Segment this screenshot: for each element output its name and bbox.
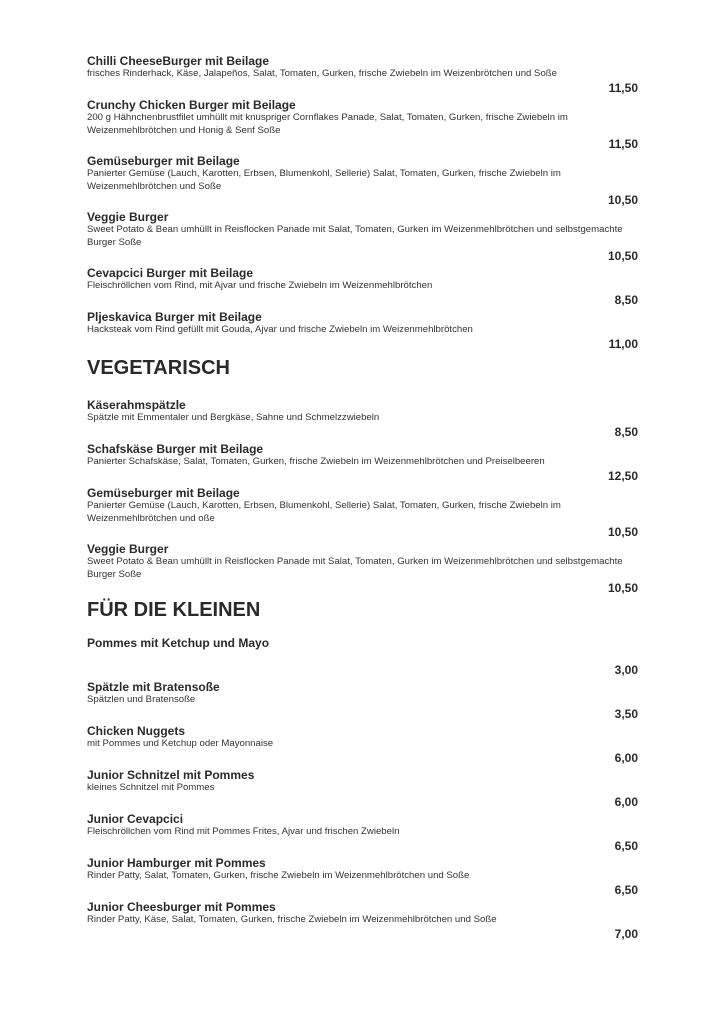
item-price: 11,50 [608, 80, 638, 95]
item-price: 11,00 [608, 336, 638, 351]
menu-item [87, 486, 638, 542]
item-name: Pljeskavica Burger mit Beilage [87, 310, 262, 324]
item-price: 3,00 [614, 662, 638, 677]
section-heading: VEGETARISCH [87, 357, 230, 379]
item-description: Spätzlen und Bratensoße [87, 694, 196, 705]
menu-item [87, 266, 638, 310]
menu-item [87, 900, 638, 944]
item-description: Sweet Potato & Bean umhüllt in Reisflocken Panade mit Salat, Tomaten, Gurken im Weizenmehlbrötchen und selbstgemachte Burger Soße [87, 224, 623, 248]
menu-item [87, 812, 638, 856]
item-name: Junior Cheesburger mit Pommes [87, 900, 276, 914]
item-description: Panierter Schafskäse, Salat, Tomaten, Gurken, frische Zwiebeln im Weizenmehlbrötchen und Preiselbeeren [87, 456, 545, 467]
item-price: 11,50 [608, 137, 638, 151]
menu-item [87, 768, 638, 812]
item-price: 6,00 [614, 794, 638, 809]
menu-item [87, 856, 638, 900]
menu-page [87, 54, 638, 944]
item-name: Junior Hamburger mit Pommes [87, 856, 266, 870]
item-description: Rinder Patty, Käse, Salat, Tomaten, Gurken, frische Zwiebeln im Weizenmehlbrötchen und Soße [87, 914, 497, 925]
item-name: Cevapcici Burger mit Beilage [87, 266, 254, 280]
item-name: Crunchy Chicken Burger mit Beilage [87, 98, 296, 112]
item-name: Gemüseburger mit Beilage [87, 486, 240, 500]
item-name: Gemüseburger mit Beilage [87, 154, 240, 168]
item-description: 200 g Hähnchenbrustfilet umhüllt mit knuspriger Cornflakes Panade, Salat, Tomaten, Gurken, frische Zwiebeln im Weizenmehlbrötchen und Honig & Senf Soße [87, 112, 568, 136]
menu-item [87, 154, 638, 210]
item-name: Junior Cevapcici [87, 812, 184, 826]
item-description: Hacksteak vom Rind gefüllt mit Gouda, Ajvar und frische Zwiebeln im Weizenmehlbrötchen [87, 324, 473, 335]
item-price: 8,50 [614, 292, 638, 307]
item-description: Fleischröllchen vom Rind, mit Ajvar und frische Zwiebeln im Weizenmehlbrötchen [87, 280, 433, 291]
menu-item [87, 98, 638, 154]
item-price: 6,00 [614, 750, 638, 765]
menu-item [87, 680, 638, 724]
item-description: Spätzle mit Emmentaler und Bergkäse, Sahne und Schmelzzwiebeln [87, 412, 380, 423]
item-name: Käserahmspätzle [87, 398, 186, 412]
item-price: 10,50 [607, 193, 638, 207]
item-name: Schafskäse Burger mit Beilage [87, 442, 264, 456]
item-name: Chilli CheeseBurger mit Beilage [87, 54, 270, 68]
menu-item [87, 54, 638, 98]
menu-item [87, 210, 638, 266]
menu-item [87, 442, 638, 486]
menu-item [87, 724, 638, 768]
item-price: 6,50 [614, 882, 638, 897]
item-price: 10,50 [607, 249, 638, 263]
item-name: Veggie Burger [87, 210, 169, 224]
menu-item [87, 542, 638, 598]
item-description: Sweet Potato & Bean umhüllt in Reisflocken Panade mit Salat, Tomaten, Gurken im Weizenmehlbrötchen und selbstgemachte Burger Soße [87, 556, 623, 580]
section-heading: FÜR DIE KLEINEN [87, 599, 261, 621]
item-name: Pommes mit Ketchup und Mayo [87, 636, 270, 650]
item-description: mit Pommes und Ketchup oder Mayonnaise [87, 738, 274, 749]
item-description: Fleischröllchen vom Rind mit Pommes Frites, Ajvar und frischen Zwiebeln [87, 826, 400, 837]
menu-section-vegetarisch [87, 356, 638, 598]
item-name: Chicken Nuggets [87, 724, 186, 738]
item-name: Veggie Burger [87, 542, 169, 556]
item-name: Junior Schnitzel mit Pommes [87, 768, 255, 782]
item-name: Spätzle mit Bratensoße [87, 680, 220, 694]
item-description [87, 650, 638, 663]
menu-item [87, 310, 638, 356]
item-description: Rinder Patty, Salat, Tomaten, Gurken, frische Zwiebeln im Weizenmehlbrötchen und Soße [87, 870, 470, 881]
menu-section-burgers [87, 54, 638, 356]
item-price: 10,50 [607, 581, 638, 595]
item-price: 6,50 [614, 838, 638, 853]
item-price: 7,00 [614, 926, 638, 941]
item-price: 3,50 [614, 706, 638, 721]
menu-item [87, 398, 638, 442]
menu-item [87, 636, 638, 680]
menu-section-fuer-die-kleinen [87, 598, 638, 944]
item-price: 12,50 [607, 468, 638, 483]
item-price: 8,50 [614, 424, 638, 439]
item-description: kleines Schnitzel mit Pommes [87, 782, 215, 793]
item-description: Panierter Gemüse (Lauch, Karotten, Erbsen, Blumenkohl, Sellerie) Salat, Tomaten, Gurken, frische Zwiebeln im Weizenmehlbrötchen und Soße [87, 168, 561, 192]
item-price: 10,50 [607, 525, 638, 539]
item-description: Panierter Gemüse (Lauch, Karotten, Erbsen, Blumenkohl, Sellerie) Salat, Tomaten, Gurken, frische Zwiebeln im Weizenmehlbrötchen und oße [87, 500, 561, 524]
item-description: frisches Rinderhack, Käse, Jalapeños, Salat, Tomaten, Gurken, frische Zwiebeln im Weizenbrötchen und Soße [87, 68, 557, 79]
